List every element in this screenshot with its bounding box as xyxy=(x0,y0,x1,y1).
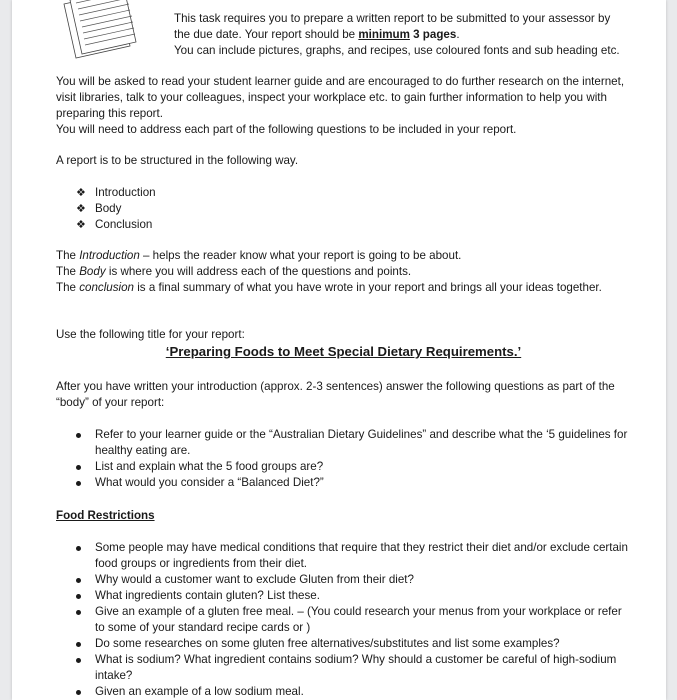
guide-paragraph-block xyxy=(56,74,631,138)
bullet-icon xyxy=(76,610,81,615)
body-definition: The Body is where you will address each of the questions and points. xyxy=(56,265,412,278)
body-questions-list xyxy=(56,427,631,491)
task-intro xyxy=(174,11,624,59)
list-item: What would you consider a “Balanced Diet?” xyxy=(56,475,631,491)
diamond-bullet-icon: ❖ xyxy=(76,203,86,215)
report-title: ‘Preparing Foods to Meet Special Dietary Requirements.’ xyxy=(165,344,522,359)
bullet-icon xyxy=(76,642,81,647)
title-instruction: Use the following title for your report: xyxy=(56,328,245,341)
task-intro-line2: You can include pictures, graphs, and recipes, use coloured fonts and sub heading etc. xyxy=(174,44,620,57)
bullet-icon xyxy=(76,594,81,599)
read-guide-paragraph: You will be asked to read your student learner guide and are encouraged to do further research on the internet, visit libraries, talk to your colleagues, inspect your workplace etc. to gain further information to help you with preparing this report. xyxy=(56,75,625,120)
document-icon xyxy=(56,0,156,70)
structure-list xyxy=(56,185,631,233)
after-intro-block xyxy=(56,379,631,411)
list-item: ❖ Conclusion xyxy=(76,218,153,231)
bullet-icon xyxy=(76,658,81,663)
title-instruction-block xyxy=(56,327,631,343)
list-item: Some people may have medical conditions that require that they restrict their diet and/or exclude certain food groups or ingredients from their diet. xyxy=(56,540,631,572)
diamond-bullet-icon: ❖ xyxy=(76,219,86,231)
bullet-icon xyxy=(76,465,81,470)
conclusion-definition: The conclusion is a final summary of what you have wrote in your report and brings all your ideas together. xyxy=(56,281,602,294)
structure-block xyxy=(56,153,631,169)
list-item: What ingredients contain gluten? List these. xyxy=(56,588,631,604)
structure-paragraph: A report is to be structured in the following way. xyxy=(56,154,299,167)
after-intro-paragraph: After you have written your introduction (approx. 2-3 sentences) answer the following questions as part of the “body” of your report: xyxy=(56,380,615,409)
bullet-icon xyxy=(76,690,81,695)
list-item: Do some researches on some gluten free alternatives/substitutes and list some examples? xyxy=(56,636,631,652)
bullet-icon xyxy=(76,433,81,438)
list-item: ❖ Introduction xyxy=(76,186,156,199)
address-paragraph: You will need to address each part of the following questions to be included in your report. xyxy=(56,123,517,136)
diamond-bullet-icon: ❖ xyxy=(76,187,86,199)
bullet-icon xyxy=(76,578,81,583)
food-restrictions-heading-block xyxy=(56,508,631,524)
list-item: ❖ Body xyxy=(76,202,122,215)
introduction-definition: The Introduction – helps the reader know what your report is going to be about. xyxy=(56,249,462,262)
list-item: Given an example of a low sodium meal. xyxy=(56,684,631,700)
bullet-icon xyxy=(76,481,81,486)
food-restrictions-heading: Food Restrictions xyxy=(56,509,155,522)
minimum-emphasis: minimum xyxy=(358,28,410,41)
list-item: Give an example of a gluten free meal. – (You could research your menus from your workplace or refer to some of your standard recipe cards or ) xyxy=(56,604,631,636)
food-questions-list xyxy=(56,540,631,700)
bullet-icon xyxy=(76,546,81,551)
task-intro-line1: This task requires you to prepare a written report to be submitted to your assessor by the due date. Your report should be minimum 3 pages. xyxy=(174,12,611,41)
list-item: List and explain what the 5 food groups are? xyxy=(56,459,631,475)
document-page xyxy=(12,0,666,700)
list-item: Refer to your learner guide or the “Australian Dietary Guidelines” and describe what the ‘5 guidelines for healthy eating are. xyxy=(56,427,631,459)
definitions-block xyxy=(56,248,631,296)
list-item: What is sodium? What ingredient contains sodium? Why should a customer be careful of high-sodium intake? xyxy=(56,652,631,684)
report-title-block xyxy=(56,343,631,361)
list-item: Why would a customer want to exclude Gluten from their diet? xyxy=(56,572,631,588)
